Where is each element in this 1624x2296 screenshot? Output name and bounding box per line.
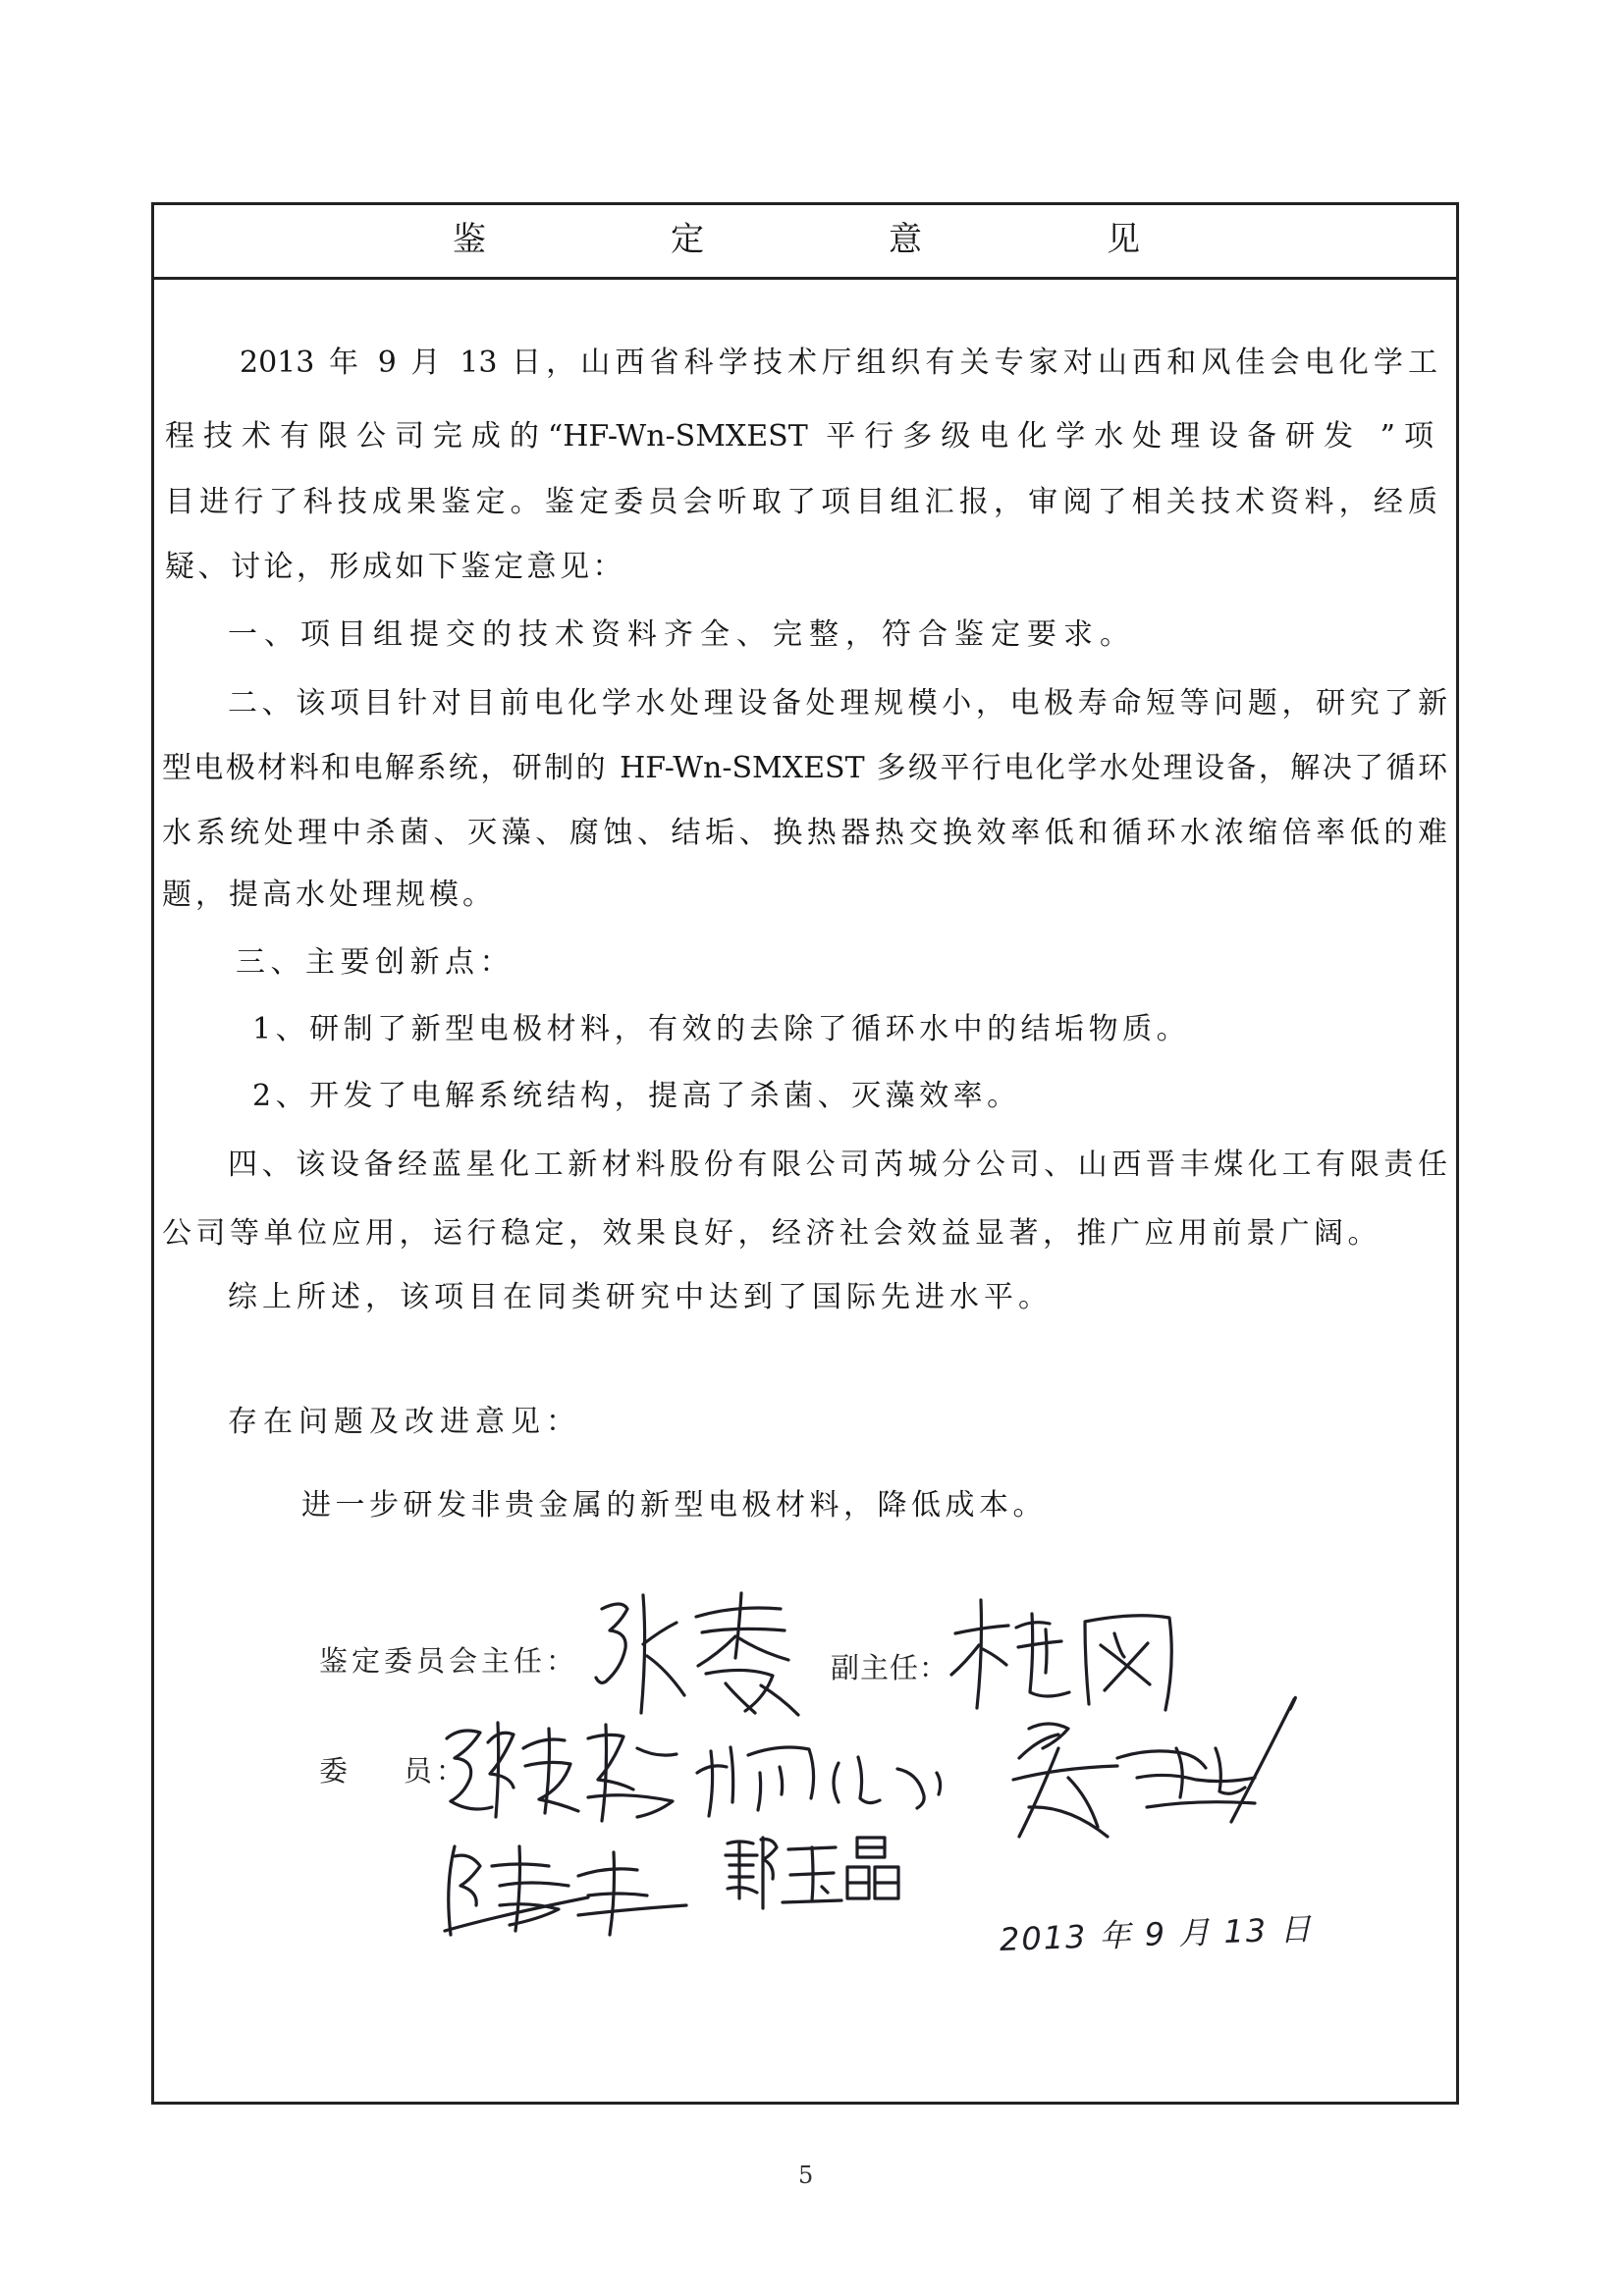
member-signature <box>726 1838 898 1908</box>
members-label: 委 员： <box>319 1754 468 1788</box>
item-3-point: 2、开发了电解系统结构，提高了杀菌、灭藻效率。 <box>252 1079 1021 1113</box>
item-1-line: 一、项目组提交的技术资料齐全、完整，符合鉴定要求。 <box>228 617 1136 652</box>
member-signature <box>447 1723 677 1821</box>
member-signature <box>1013 1697 1295 1837</box>
intro-line: 2013 年 9 月 13 日，山西省科学技术厅组织有关专家对山西和风佳会电化学工 <box>240 346 1437 380</box>
issues-heading: 存在问题及改进意见： <box>228 1405 581 1439</box>
item-2-line: 二、该项目针对目前电化学水处理设备处理规模小，电极寿命短等问题，研究了新 <box>228 686 1447 721</box>
signature-date: 2013 年 9 月 13 日 <box>999 1909 1314 1958</box>
intro-line: 程技术有限公司完成的“HF-Wn-SMXEST 平行多级电化学水处理设备研发 ”项 <box>165 419 1434 454</box>
item-3-heading: 三、主要创新点： <box>236 945 514 980</box>
header-divider <box>151 277 1459 280</box>
item-2-line: 题，提高水处理规模。 <box>162 878 496 912</box>
item-4-line: 公司等单位应用，运行稳定，效果良好，经济社会效益显著，推广应用前景广阔。 <box>162 1216 1381 1251</box>
page-number: 5 <box>798 2162 814 2189</box>
intro-line: 目进行了科技成果鉴定。鉴定委员会听取了项目组汇报，审阅了相关技术资料，经质 <box>165 485 1437 519</box>
chairman-label: 鉴定委员会主任： <box>319 1644 579 1678</box>
form-title: 鉴定意见 <box>453 220 1325 259</box>
chairman-signature <box>596 1593 798 1715</box>
vice-chairman-signature <box>951 1600 1171 1710</box>
member-signature <box>697 1747 941 1816</box>
item-2-line: 型电极材料和电解系统，研制的 HF-Wn-SMXEST 多级平行电化学水处理设备，解决了循环 <box>162 751 1447 785</box>
item-2-line: 水系统处理中杀菌、灭藻、腐蚀、结垢、换热器热交换效率低和循环水浓缩倍率低的难 <box>162 816 1447 850</box>
issues-text: 进一步研发非贵金属的新型电极材料，降低成本。 <box>301 1488 1047 1522</box>
item-3-point: 1、研制了新型电极材料，有效的去除了循环水中的结垢物质。 <box>252 1012 1191 1046</box>
member-signature <box>445 1846 686 1935</box>
item-4-line: 四、该设备经蓝星化工新材料股份有限公司芮城分公司、山西晋丰煤化工有限责任 <box>228 1148 1447 1182</box>
conclusion-line: 综上所述，该项目在同类研究中达到了国际先进水平。 <box>228 1280 1053 1314</box>
vice-chairman-label: 副主任： <box>831 1651 949 1684</box>
intro-line: 疑、讨论，形成如下鉴定意见： <box>165 550 625 584</box>
